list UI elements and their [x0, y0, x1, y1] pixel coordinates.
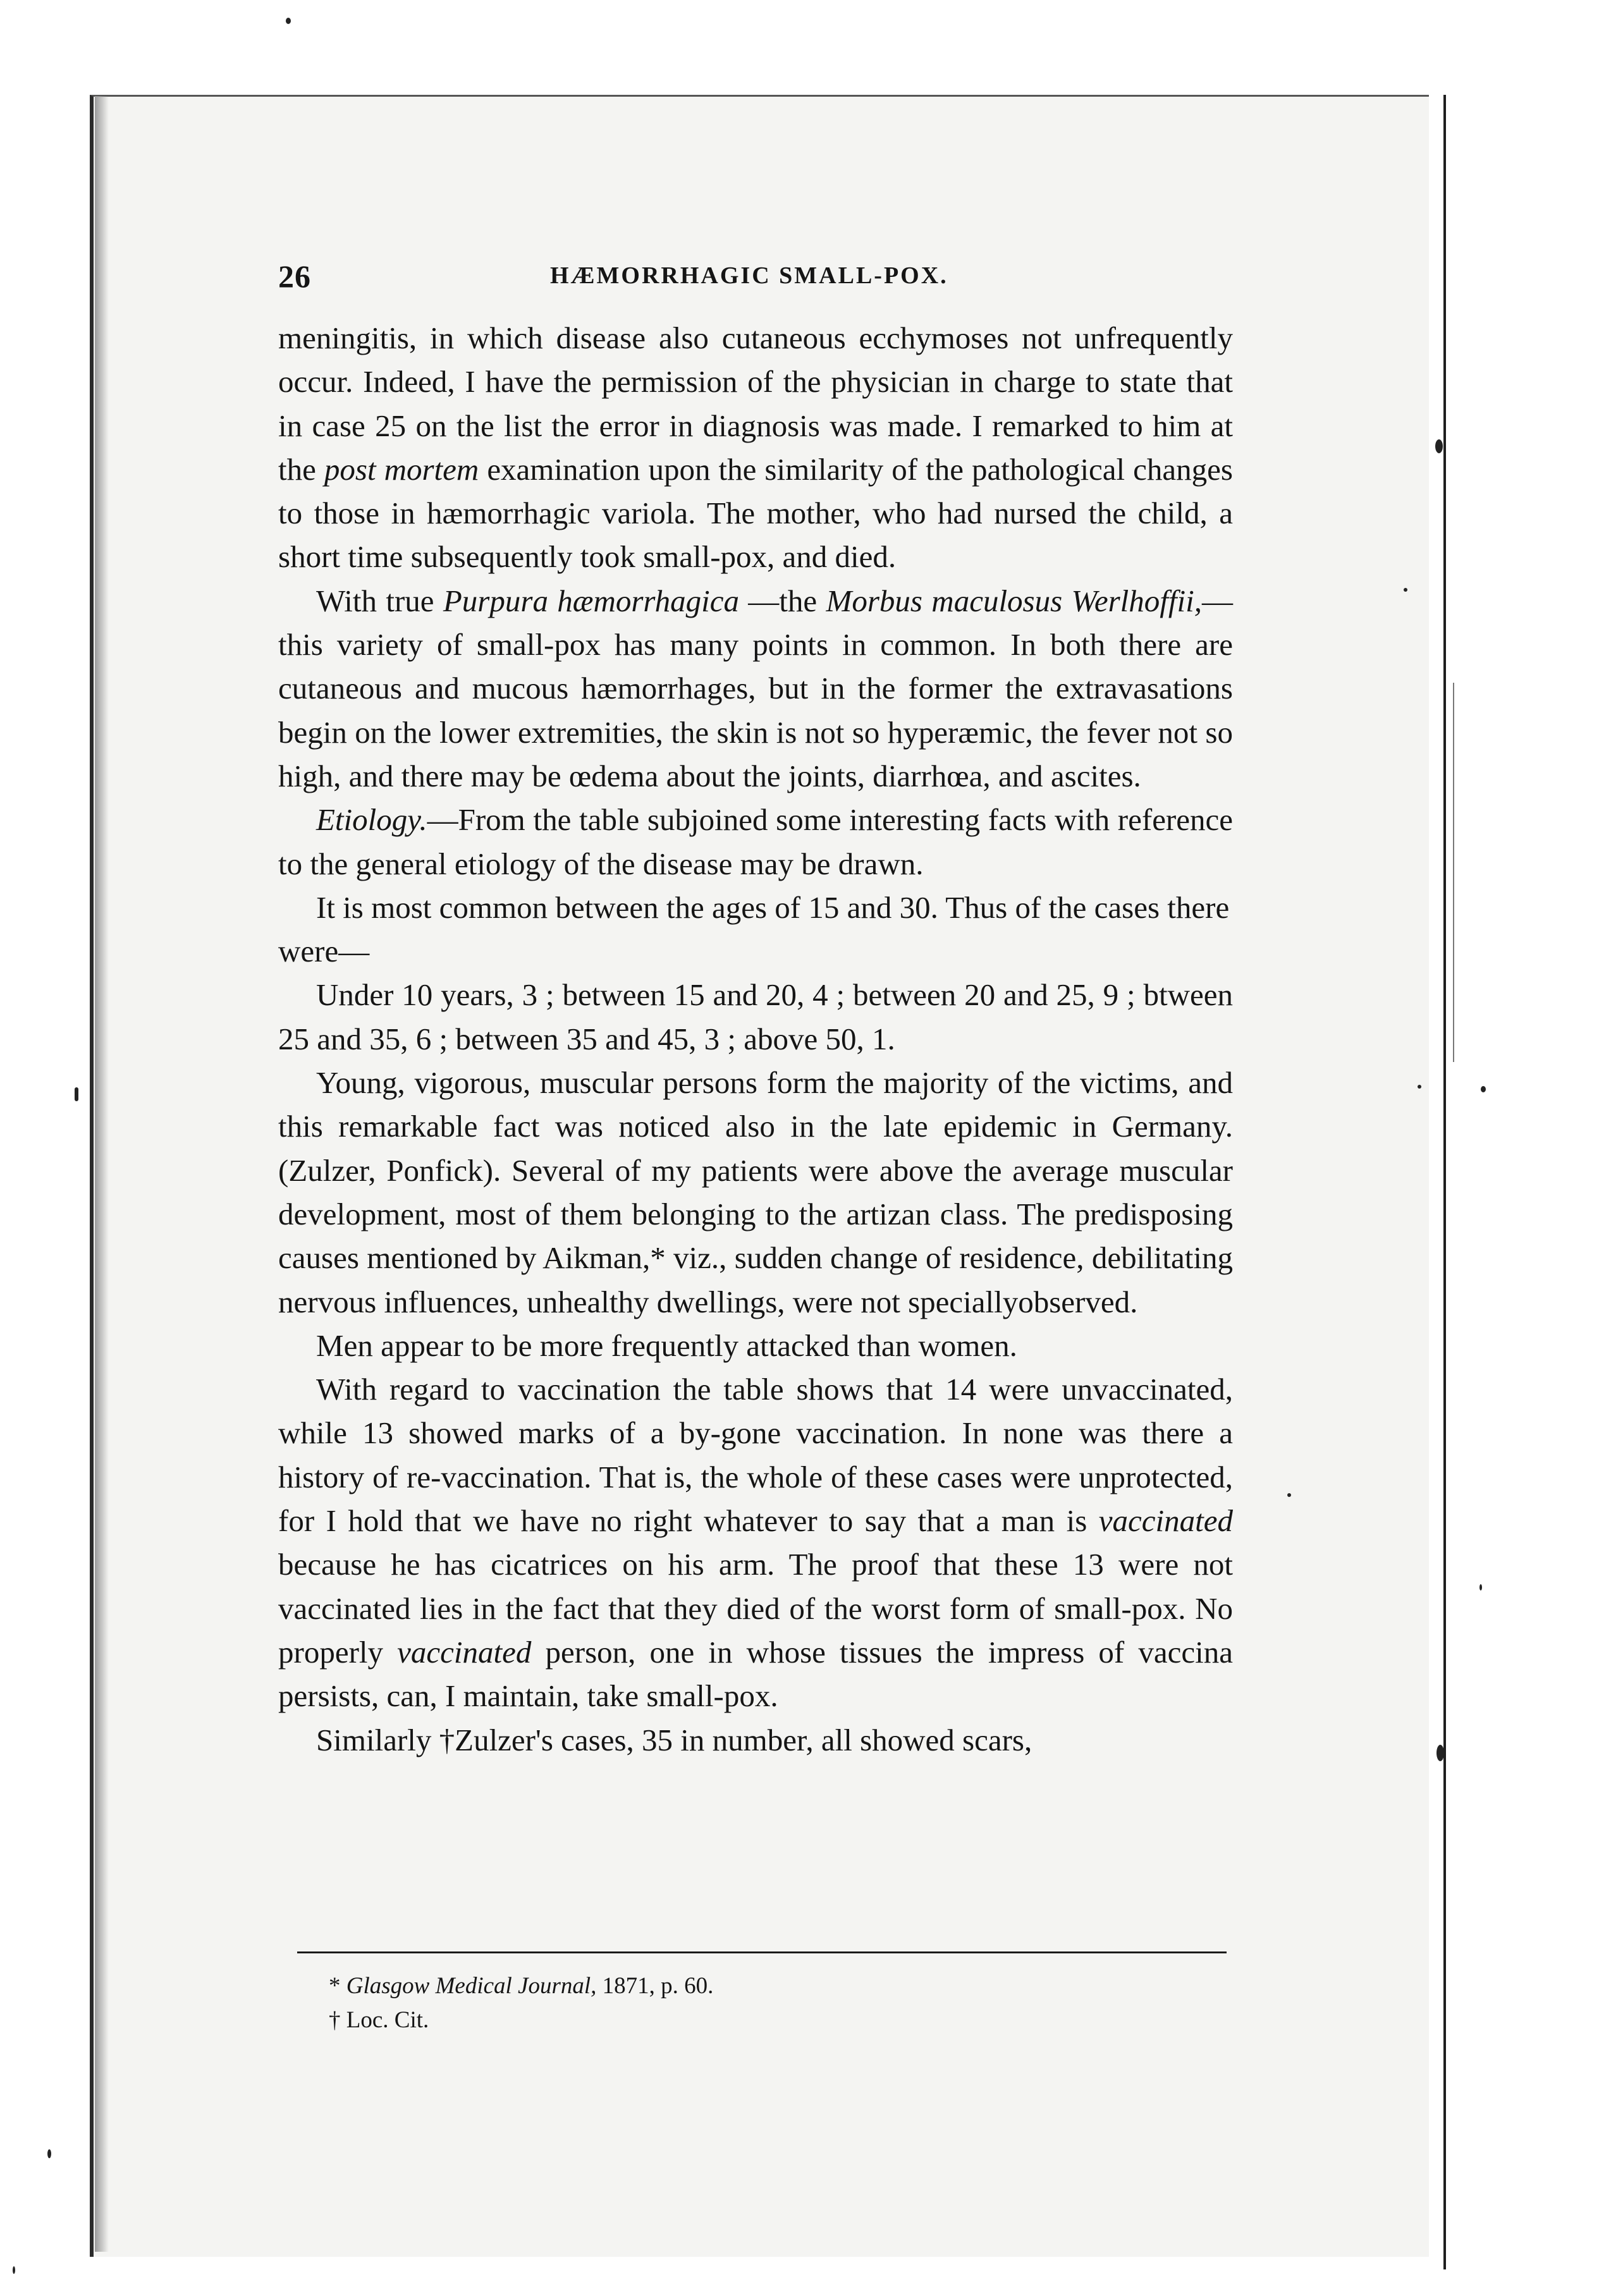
text-run: —this variety of small-pox has many points in common. In both there are cutaneous and mucous hæmorrhages, but in the former the extravasations begin on the lower extremities, the skin is not so hyperæmic, the fever not so high, and there may be œdema about the joints, diarrhœa, and ascites. [278, 583, 1233, 793]
text-run: Similarly †Zulzer's cases, 35 in number, all showed scars, [316, 1722, 1032, 1757]
footnotes [329, 1969, 1214, 2037]
paragraph-p5 [278, 973, 1233, 1061]
text-run: meningitis, in which disease also cutaneous ecchymoses not unfrequently occur. Indeed, I have the permission of the physician in charge to state that in case 25 on the list the error in diagnosis was made. I remarked to him at the [278, 321, 1233, 487]
text-run: † Loc. Cit. [329, 2007, 429, 2033]
text-run: because he has cicatrices on his arm. The proof that these 13 were not vaccinated lies in the fact that they died of the worst form of small-pox. No properly [278, 1547, 1233, 1670]
text-run: It is most common between the ages of 15 and 30. Thus of the cases there were— [278, 889, 1230, 969]
footnote-rule [297, 1951, 1227, 1953]
italic-text: vaccinated [1098, 1503, 1233, 1539]
footnote [329, 2003, 1214, 2037]
text-run: With regard to vaccination the table shows that 14 were unvaccinated, while 13 showed marks of a by-gone vaccination. In none was there a history of re-vaccination. That is, the whole of these cases were unprotected, for I hold that we have no right whatever to say that a man is [278, 1372, 1233, 1539]
text-run: —From the table subjoined some interesting facts with reference to the general etiology of the disease may be drawn. [278, 802, 1233, 881]
italic-text: Purpura hæmorrhagica [443, 583, 739, 618]
footnote [329, 1969, 1214, 2003]
italic-text: Etiology. [316, 802, 427, 838]
paragraph-p8 [278, 1367, 1233, 1718]
text-run: Under 10 years, 3 ; between 15 and 20, 4 ; between 20 and 25, 9 ; btween 25 and 35, 6 ; between 35 and 45, 3 ; above 50, 1. [278, 977, 1233, 1056]
paragraph-p2 [278, 579, 1233, 798]
text-run: examination upon the similarity of the pathological changes to those in hæmorrhagic variola. The mother, who had nursed the child, a short time subsequently took small-pox, and died. [278, 451, 1233, 575]
paragraph-p4 [278, 886, 1233, 974]
text-run: 1871, p. 60. [596, 1973, 714, 1999]
next-page-edge [1443, 95, 1446, 2269]
italic-text: post mortem [324, 451, 479, 487]
running-header [278, 258, 1233, 296]
running-head-title: HÆMORRHAGIC SMALL-POX. [550, 262, 948, 289]
body-text [278, 316, 1233, 1762]
next-page-edge-shadow [1453, 683, 1454, 1062]
italic-text: Morbus maculosus Werlhoffii, [826, 583, 1202, 618]
scan-margin [0, 0, 95, 2296]
paragraph-p1 [278, 316, 1233, 579]
text-run: * [329, 1973, 346, 1999]
italic-text: vaccinated [397, 1634, 532, 1670]
text-run: With true [316, 583, 443, 618]
text-run: Men appear to be more frequently attacked than women. [316, 1328, 1017, 1363]
text-run: person, one in whose tissues the impress of vaccina persists, can, I maintain, take small-pox. [278, 1634, 1233, 1714]
text-run: Young, vigorous, muscular persons form the majority of the victims, and this remarkable fact was noticed also in the late epidemic in Germany. (Zulzer, Ponfick). Several of my patients were above the average muscular development, most of them belonging to the artizan class. The predisposing causes mentioned by Aikman,* viz., sudden change of residence, debilitating nervous influences, unhealthy dwellings, were not speciallyobserved. [278, 1065, 1233, 1319]
page-number: 26 [278, 259, 311, 294]
paragraph-p6 [278, 1061, 1233, 1324]
text-run: —the [738, 583, 826, 618]
italic-text: Glasgow Medical Journal, [346, 1973, 597, 1999]
page-gutter-shadow [95, 96, 109, 2252]
paragraph-p9 [278, 1718, 1233, 1762]
paragraph-p3 [278, 798, 1233, 886]
paragraph-p7 [278, 1324, 1233, 1367]
